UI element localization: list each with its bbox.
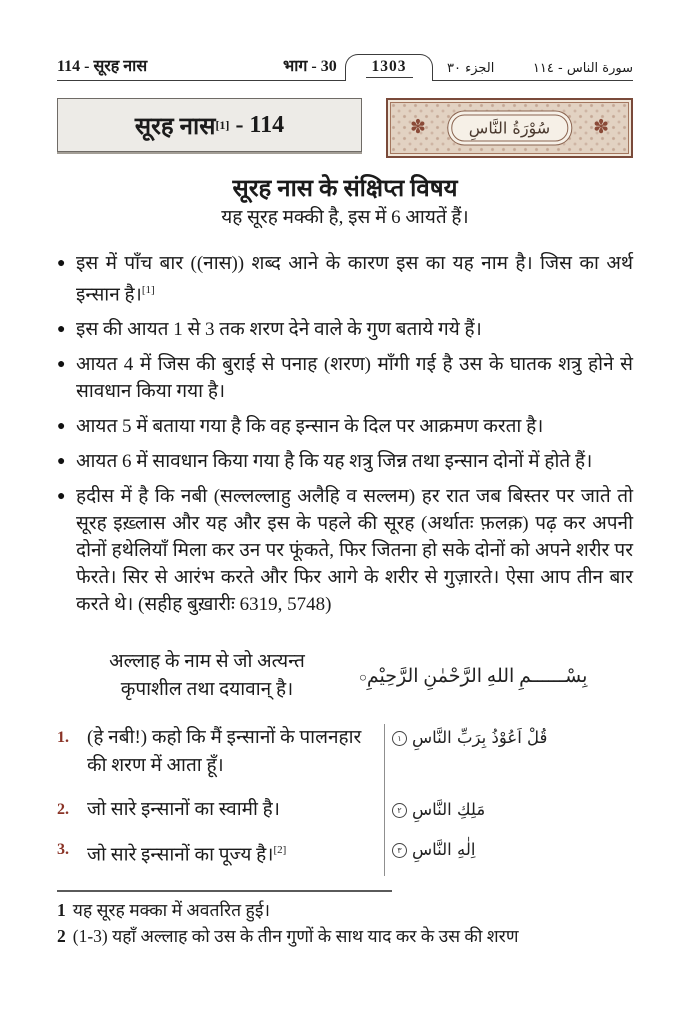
page-header (57, 52, 633, 81)
footnote-ref: [2] (273, 844, 287, 857)
rosette-icon: ✽ (410, 116, 426, 139)
bullet-text: हदीस में है कि नबी (सल्लल्लाहु अलैहि व सल्लम) हर रात जब बिस्तर पर जाते तो सूरह इख़्लास और यह और इस के पहले की सूरह (अर्थातः फ़लक़) पढ़ कर अपनी दोनों हथेलियाँ मिला कर उन पर फूंकते, फिर जितना हो सके दोनों को अपने शरीर पर फेरते। सिर से आरंभ करते और फिर आगे के शरीर से गुज़ारते। ऐसा आप तीन बार करते थे। (सहीह बुख़ारीः 6319, 5748) (76, 486, 633, 616)
bismillah-hindi: अल्लाह के नाम से जो अत्यन्त कृपाशील तथा दयावान् है। (109, 651, 305, 701)
bullet-item (57, 413, 633, 440)
surah-title: सूरह नास (134, 113, 216, 140)
summary-subheading: यह सूरह मक्की है, इस में 6 आयतें हैं। (221, 207, 469, 228)
title-row (57, 98, 633, 156)
surah-title-number: - 114 (235, 111, 285, 138)
bullet-item (57, 250, 633, 308)
summary-bullet-list (57, 250, 633, 618)
footnote-number: 1 (57, 899, 66, 920)
bullet-icon: ● (57, 489, 66, 505)
bullet-item (57, 351, 633, 405)
footnote-divider (57, 890, 392, 892)
verse-arabic: اِلٰهِ النَّاسِ٣ (384, 836, 633, 875)
verse-arabic: قُلْ اَعُوْذُ بِرَبِّ النَّاسِ١ (384, 724, 633, 796)
bullet-icon: ● (57, 357, 66, 373)
page-number: 1303 (366, 55, 413, 78)
bullet-icon: ● (57, 322, 66, 338)
verse-hindi: जो सारे इन्सानों का पूज्य है।[2] (87, 844, 287, 866)
bismillah-row (57, 648, 633, 704)
header-part-label: भाग - 30 (283, 58, 337, 75)
surah-title-footnote-ref: [1] (215, 117, 230, 132)
verse-number: 1. (57, 729, 69, 747)
bullet-icon: ● (57, 419, 66, 435)
verse-arabic: مَلِكِ النَّاسِ٢ (384, 796, 633, 836)
verse-hindi: जो सारे इन्सानों का स्वामी है। (87, 799, 280, 821)
bullet-text: इस में पाँच बार ((नास)) शब्द आने के कारण इस का यह नाम है। जिस का अर्थ इन्सान है।[1] (76, 253, 633, 306)
footnote-text: यह सूरह मक्का में अवतरित हुई। (72, 899, 271, 920)
footnote-text: (1-3) यहाँ अल्लाह को उस के तीन गुणों के साथ याद कर के उस की शरण (72, 925, 519, 946)
bullet-icon: ● (57, 454, 66, 470)
header-surah-hindi: 114 - सूरह नास (57, 58, 148, 75)
header-juz-label: الجزء ٣٠ (447, 61, 495, 76)
ayah-marker-icon: ١ (392, 731, 407, 746)
page-number-tab (345, 54, 433, 81)
ornamental-surah-banner (386, 98, 633, 158)
bullet-text: आयत 5 में बताया गया है कि वह इन्सान के दिल पर आक्रमण करता है। (76, 416, 544, 438)
summary-heading: सूरह नास के संक्षिप्त विषय (232, 176, 458, 202)
ayah-marker-icon: ٢ (392, 803, 407, 818)
verse-number: 2. (57, 801, 69, 819)
verse-hindi: (हे नबी!) कहो कि मैं इन्सानों के पालनहार की शरण में आता हूँ। (87, 727, 362, 777)
bullet-item (57, 448, 633, 475)
bullet-text: आयत 6 में सावधान किया गया है कि यह शत्रु जिन्न तथा इन्सान दोनों में होते हैं। (76, 451, 593, 473)
bullet-item (57, 483, 633, 618)
bullet-icon: ● (57, 256, 66, 271)
surah-arabic-title: سُوْرَةُ النَّاسِ (451, 115, 568, 142)
header-surah-arabic: سورة الناس - ١١٤ (532, 61, 633, 76)
footnote-number: 2 (57, 925, 66, 946)
verses-table (57, 724, 633, 875)
verse-number: 3. (57, 841, 69, 859)
bismillah-arabic: بِسْــــــمِ اللهِ الرَّحْمٰنِ الرَّحِيْمِ○ (359, 665, 588, 687)
surah-title-box (57, 98, 362, 152)
footnote-item (57, 897, 633, 923)
bullet-text: इस की आयत 1 से 3 तक शरण देने वाले के गुण बताये गये हैं। (76, 319, 482, 341)
ayah-end-icon: ○ (359, 669, 367, 685)
ayah-marker-icon: ٣ (392, 843, 407, 858)
bullet-item (57, 316, 633, 343)
footnote-item (57, 923, 633, 949)
rosette-icon: ✽ (593, 116, 609, 139)
bullet-text: आयत 4 में जिस की बुराई से पनाह (शरण) माँगी गई है उस के घातक शत्रु होने से सावधान किया गया है। (76, 354, 633, 403)
footnote-ref: [1] (141, 284, 155, 296)
